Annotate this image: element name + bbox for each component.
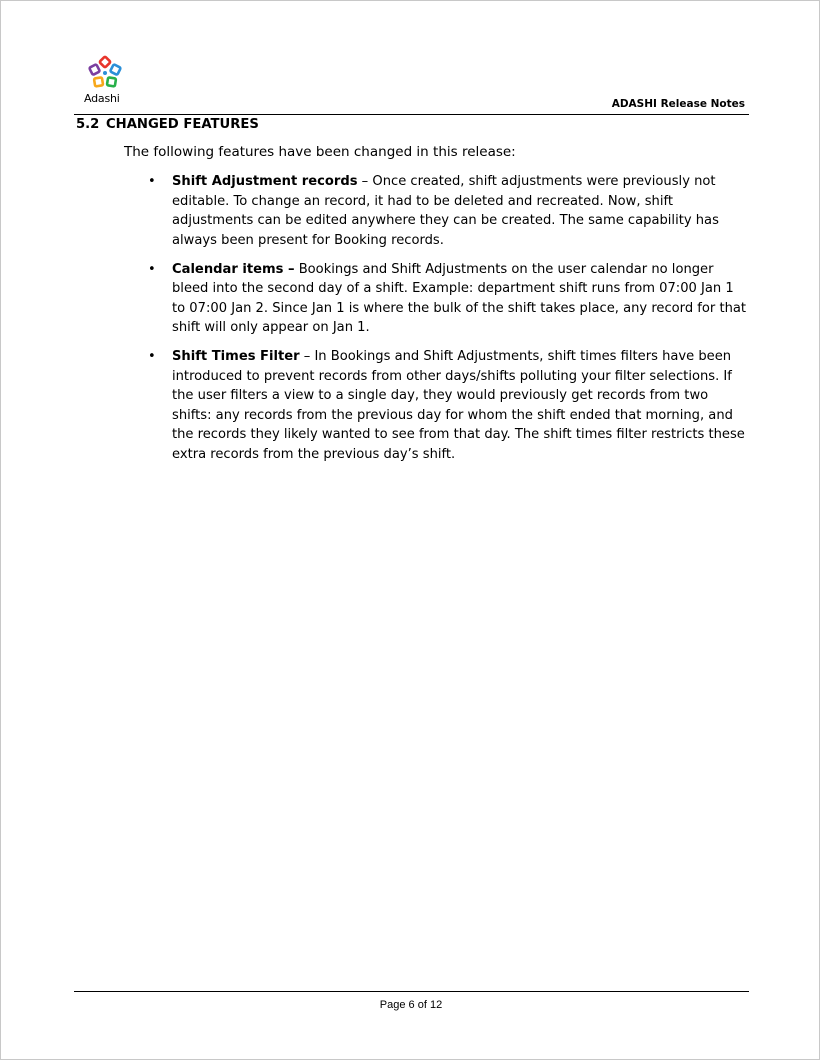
footer-divider	[74, 991, 749, 992]
feature-description: – In Bookings and Shift Adjustments, shift times filters have been introduced to prevent records from other days/shifts polluting your filter selections. If the user filters a view to a single day, they would previously get records from two shifts: any records from the previous day for whom the shift ended that morning, and the records they likely wanted to see from that day. The shift times filter restricts these extra records from the previous day’s shift.	[172, 349, 745, 462]
feature-description: – Once created, shift adjustments were previously not editable. To change an record, it had to be deleted and recreated. Now, shift adjustments can be edited anywhere they can be created. The same capability has always been present for Booking records.	[172, 174, 719, 248]
section-title: CHANGED FEATURES	[106, 117, 259, 132]
list-item	[148, 260, 748, 338]
page-number: Page 6 of 12	[379, 999, 443, 1011]
section-number: 5.2	[76, 117, 100, 132]
logo-wordmark: Adashi	[84, 92, 120, 105]
document-header-title: ADASHI Release Notes	[611, 98, 745, 110]
feature-description: Bookings and Shift Adjustments on the user calendar no longer bleed into the second day of a shift. Example: department shift runs from 07:00 Jan 1 to 07:00 Jan 2. Since Jan 1 is where the bulk of the shift takes place, any record for that shift will only appear on Jan 1.	[172, 261, 747, 335]
bullet-icon: •	[148, 349, 156, 364]
feature-term: Shift Adjustment records	[172, 174, 358, 189]
feature-term: Shift Times Filter	[172, 349, 300, 364]
changed-features-list	[148, 172, 748, 474]
list-item	[148, 172, 748, 250]
section-heading	[76, 117, 259, 132]
feature-term: Calendar items –	[172, 261, 295, 277]
header-divider	[74, 114, 749, 115]
bullet-icon: •	[148, 261, 156, 277]
list-item	[148, 347, 748, 464]
section-intro: The following features have been changed in this release:	[124, 144, 516, 160]
adashi-logo-icon	[87, 55, 123, 91]
adashi-logo	[81, 55, 131, 107]
bullet-icon: •	[148, 174, 156, 189]
